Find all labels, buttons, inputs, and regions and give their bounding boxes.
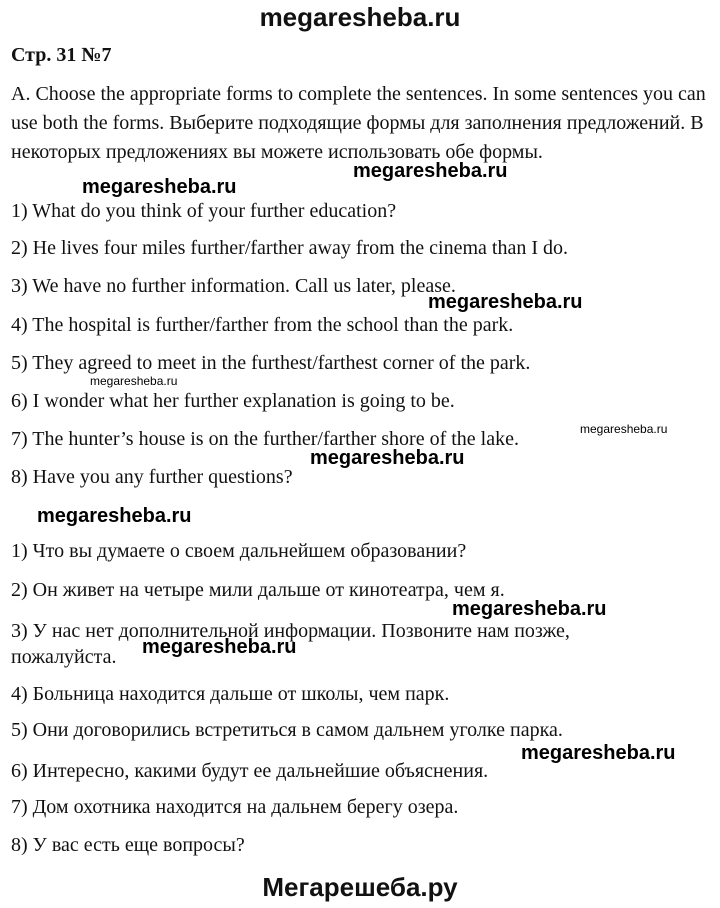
russian-sentence-4: 4) Больница находится дальше от школы, чем парк. [11, 683, 450, 705]
english-sentence-1: 1) What do you think of your further education? [11, 200, 397, 222]
english-sentence-2: 2) He lives four miles further/farther away from the cinema than I do. [11, 237, 569, 259]
english-sentence-4: 4) The hospital is further/farther from the school than the park. [11, 314, 514, 336]
watermark: megaresheba.ru [580, 422, 668, 436]
site-header: megaresheba.ru [259, 2, 461, 32]
russian-sentence-3: 3) У нас нет дополнительной информации. Позвоните нам позже, [11, 620, 570, 642]
russian-sentence-3-continued: пожалуйста. [11, 646, 117, 668]
russian-sentence-1: 1) Что вы думаете о своем дальнейшем образовании? [11, 540, 467, 562]
site-footer: Мегарешеба.ру [262, 872, 458, 902]
russian-sentence-7: 7) Дом охотника находится на дальнем берегу озера. [11, 796, 459, 818]
watermark: megaresheba.ru [521, 742, 676, 764]
watermark: megaresheba.ru [90, 374, 178, 388]
russian-sentence-2: 2) Он живет на четыре мили дальше от кинотеатра, чем я. [11, 579, 505, 601]
watermark: megaresheba.ru [82, 176, 237, 198]
watermark: megaresheba.ru [353, 160, 508, 182]
watermark: megaresheba.ru [452, 598, 607, 620]
english-sentence-7: 7) The hunter’s house is on the further/farther shore of the lake. [11, 428, 519, 450]
english-sentence-5: 5) They agreed to meet in the furthest/farthest corner of the park. [11, 352, 531, 374]
instructions-text: A. Choose the appropriate forms to complete the sentences. In some sentences you can use both the forms. Выберите подходящие формы для заполнения предложений. В некоторых предложениях вы можете использовать обе формы. [11, 83, 706, 163]
english-sentence-3: 3) We have no further information. Call us later, please. [11, 275, 456, 297]
english-sentence-8: 8) Have you any further questions? [11, 466, 293, 488]
russian-sentence-8: 8) У вас есть еще вопросы? [11, 834, 245, 856]
english-sentence-6: 6) I wonder what her further explanation is going to be. [11, 390, 455, 412]
watermark: megaresheba.ru [310, 447, 465, 469]
watermark: megaresheba.ru [428, 291, 583, 313]
russian-sentence-6: 6) Интересно, какими будут ее дальнейшие объяснения. [11, 760, 489, 782]
page-reference: Стр. 31 №7 [11, 44, 112, 66]
watermark: megaresheba.ru [142, 636, 297, 658]
russian-sentence-5: 5) Они договорились встретиться в самом дальнем уголке парка. [11, 719, 563, 741]
watermark: megaresheba.ru [37, 505, 192, 527]
